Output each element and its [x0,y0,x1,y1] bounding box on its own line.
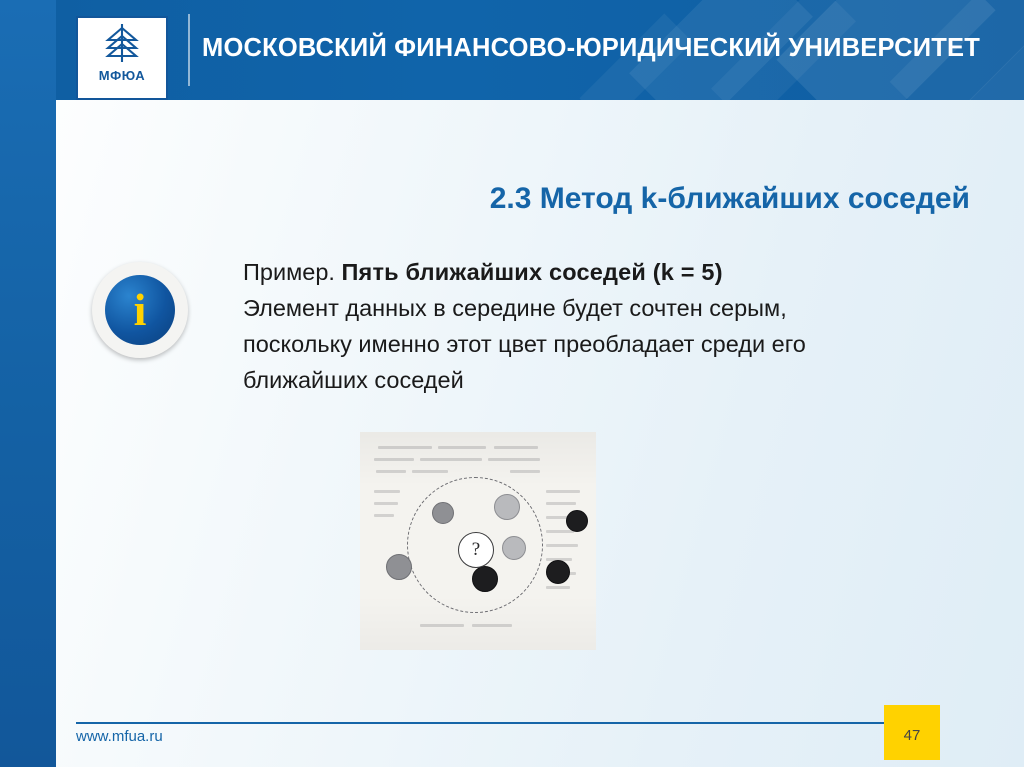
figure-print-line [412,470,448,473]
figure-print-line [546,502,576,505]
figure-print-line [374,514,394,517]
example-emphasis: Пять ближайших соседей (k = 5) [341,259,723,285]
data-point-gray [386,554,412,580]
figure-print-line [510,470,540,473]
body-line-1 [243,254,943,290]
figure-print-line [374,490,400,493]
university-logo [76,16,168,100]
left-accent-bar-gradient [0,0,56,767]
figure-print-line [378,446,432,449]
page-title: 2.3 Метод k-ближайших соседей [489,182,970,215]
page-badge [884,712,940,760]
figure-print-line [494,446,538,449]
figure-print-line [488,458,540,461]
figure-print-line [472,624,512,627]
body-text [243,254,943,398]
footer-divider [76,722,888,724]
figure-print-line [376,470,406,473]
page-number: 47 [903,727,921,744]
info-icon-letter: i [133,284,147,335]
figure-print-line [374,458,414,461]
figure-print-line [374,502,398,505]
data-point-dark [566,510,588,532]
figure-print-line [546,530,574,533]
figure-print-line [420,458,482,461]
body-line-2: Элемент данных в середине будет сочтен серым, [243,295,787,321]
data-point-light-gray [502,536,526,560]
university-title: МОСКОВСКИЙ ФИНАНСОВО-ЮРИДИЧЕСКИЙ УНИВЕРСИТЕТ [202,34,980,62]
slide-header [56,0,1024,100]
header-divider [188,14,190,86]
figure-print-line [546,544,578,547]
figure-print-line [546,490,580,493]
body-line-3: поскольку именно этот цвет преобладает среди его [243,331,806,357]
footer-url[interactable]: www.mfua.ru [76,728,163,745]
mfua-emblem-icon [78,18,166,68]
data-point-gray [432,502,454,524]
left-accent-bar [0,0,56,767]
figure-print-line [546,586,570,589]
figure-print-line [420,624,464,627]
data-point-dark [546,560,570,584]
info-icon [92,262,188,358]
data-point-dark [472,566,498,592]
query-point-label: ? [458,532,494,568]
figure-print-line [438,446,486,449]
body-line-4: ближайших соседей [243,367,464,393]
example-label: Пример. [243,259,335,285]
knn-scatter-figure [360,432,596,650]
data-point-light-gray [494,494,520,520]
logo-abbreviation: МФЮА [98,68,146,83]
